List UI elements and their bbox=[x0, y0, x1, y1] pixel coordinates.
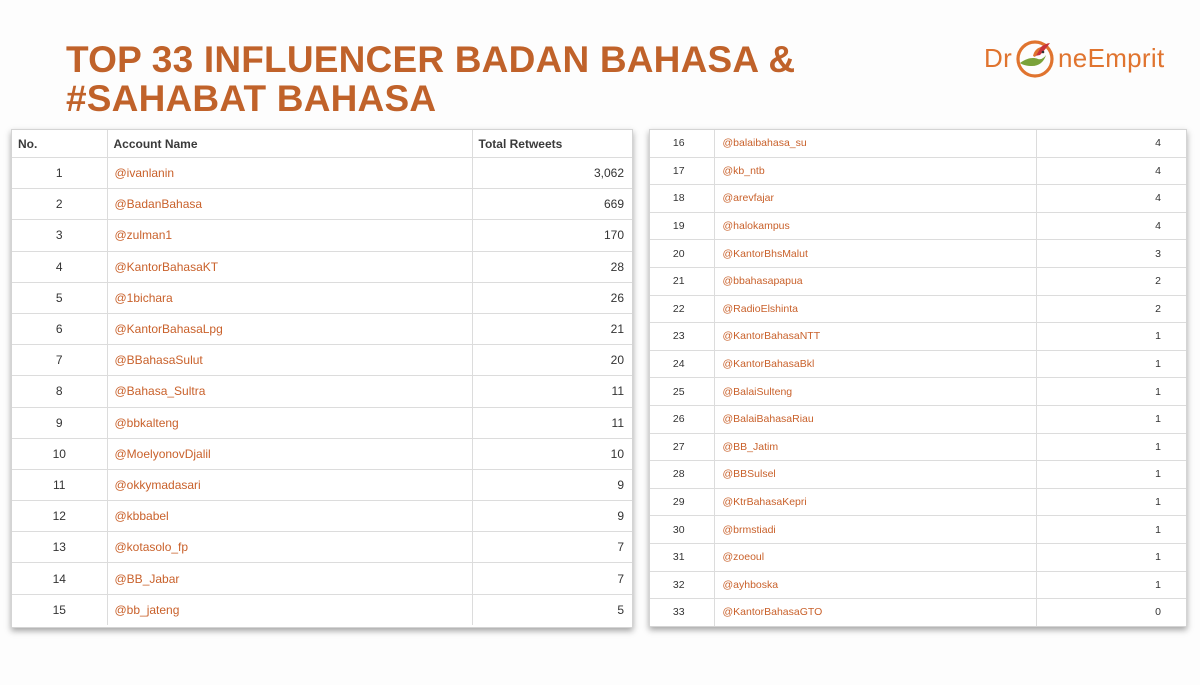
retweet-count: 9 bbox=[472, 469, 632, 500]
retweet-count: 1 bbox=[1036, 571, 1186, 599]
account-name-link[interactable]: @ayhboska bbox=[714, 571, 1036, 599]
table-row bbox=[12, 220, 632, 251]
table-row bbox=[12, 251, 632, 282]
account-name-link[interactable]: @Bahasa_Sultra bbox=[107, 376, 472, 407]
account-name-link[interactable]: @bb_jateng bbox=[107, 594, 472, 625]
account-name-link[interactable]: @BadanBahasa bbox=[107, 189, 472, 220]
row-number: 19 bbox=[650, 212, 714, 240]
row-number: 26 bbox=[650, 405, 714, 433]
retweet-count: 1 bbox=[1036, 516, 1186, 544]
column-header-no: No. bbox=[12, 130, 107, 158]
account-name-link[interactable]: @zulman1 bbox=[107, 220, 472, 251]
account-name-link[interactable]: @KantorBahasaGTO bbox=[714, 599, 1036, 626]
row-number: 17 bbox=[650, 157, 714, 185]
column-header-total-retweets: Total Retweets bbox=[472, 130, 632, 158]
page-title-line-1: TOP 33 INFLUENCER BADAN BAHASA & bbox=[66, 39, 796, 80]
account-name-link[interactable]: @BBSulsel bbox=[714, 461, 1036, 489]
logo-text-start: Dr bbox=[984, 42, 1013, 73]
table-row bbox=[650, 350, 1186, 378]
retweet-count: 1 bbox=[1036, 461, 1186, 489]
table-row bbox=[650, 433, 1186, 461]
retweet-count: 1 bbox=[1036, 433, 1186, 461]
account-name-link[interactable]: @BB_Jatim bbox=[714, 433, 1036, 461]
retweet-count: 2 bbox=[1036, 295, 1186, 323]
retweet-count: 2 bbox=[1036, 267, 1186, 295]
retweet-count: 10 bbox=[472, 438, 632, 469]
column-header-account-name: Account Name bbox=[107, 130, 472, 158]
account-name-link[interactable]: @bbahasapapua bbox=[714, 267, 1036, 295]
row-number: 33 bbox=[650, 599, 714, 626]
account-name-link[interactable]: @BB_Jabar bbox=[107, 563, 472, 594]
row-number: 22 bbox=[650, 295, 714, 323]
retweet-count: 3 bbox=[1036, 240, 1186, 268]
row-number: 31 bbox=[650, 543, 714, 571]
row-number: 25 bbox=[650, 378, 714, 406]
influencer-table-panel-right bbox=[649, 129, 1187, 627]
account-name-link[interactable]: @balaibahasa_su bbox=[714, 130, 1036, 157]
account-name-link[interactable]: @KtrBahasaKepri bbox=[714, 488, 1036, 516]
table-row bbox=[650, 378, 1186, 406]
table-row bbox=[12, 158, 632, 189]
retweet-count: 1 bbox=[1036, 323, 1186, 351]
retweet-count: 5 bbox=[617, 602, 624, 617]
row-number: 32 bbox=[650, 571, 714, 599]
retweet-count: 11 bbox=[472, 407, 632, 438]
row-number: 16 bbox=[650, 130, 714, 157]
retweet-count: 21 bbox=[472, 313, 632, 344]
row-number: 2 bbox=[12, 189, 107, 220]
row-number: 23 bbox=[650, 323, 714, 351]
table-row bbox=[12, 282, 632, 313]
table-row bbox=[650, 543, 1186, 571]
account-name-link[interactable]: @KantorBahasaBkl bbox=[714, 350, 1036, 378]
account-name-link[interactable]: @arevfajar bbox=[714, 185, 1036, 213]
account-name-link[interactable]: @zoeoul bbox=[714, 543, 1036, 571]
retweet-count: 669 bbox=[472, 189, 632, 220]
retweet-count: 1 bbox=[1036, 543, 1186, 571]
table-row bbox=[12, 594, 632, 625]
table-row bbox=[12, 189, 632, 220]
account-name-link[interactable]: @BalaiBahasaRiau bbox=[714, 405, 1036, 433]
table-row bbox=[650, 240, 1186, 268]
table-row bbox=[650, 488, 1186, 516]
retweet-count: 4 bbox=[1036, 130, 1186, 157]
account-name-link[interactable]: @KantorBahasaLpg bbox=[107, 313, 472, 344]
page-title bbox=[66, 40, 795, 118]
account-name-link[interactable]: @kbbabel bbox=[107, 501, 472, 532]
row-number: 15 bbox=[12, 594, 107, 625]
table-row bbox=[12, 313, 632, 344]
retweet-count: 1 bbox=[1036, 488, 1186, 516]
row-number: 11 bbox=[12, 469, 107, 500]
table-row bbox=[650, 130, 1186, 157]
table-row bbox=[650, 323, 1186, 351]
influencer-table-panel-left bbox=[11, 129, 633, 628]
retweet-count: 20 bbox=[472, 345, 632, 376]
table-row bbox=[650, 599, 1186, 626]
row-number: 9 bbox=[12, 407, 107, 438]
drone-emprit-logo bbox=[984, 36, 1165, 80]
table-header-row bbox=[12, 130, 632, 158]
account-name-link[interactable]: @ivanlanin bbox=[107, 158, 472, 189]
account-name-link[interactable]: @BalaiSulteng bbox=[714, 378, 1036, 406]
page-title-line-2: #SAHABAT BAHASA bbox=[66, 78, 437, 119]
row-number: 29 bbox=[650, 488, 714, 516]
row-number: 12 bbox=[12, 501, 107, 532]
row-number: 21 bbox=[650, 267, 714, 295]
table-row bbox=[650, 405, 1186, 433]
table-row bbox=[650, 157, 1186, 185]
table-row bbox=[650, 461, 1186, 489]
account-name-link[interactable]: @KantorBahasaKT bbox=[107, 251, 472, 282]
retweet-count: 1 bbox=[1036, 405, 1186, 433]
table-row bbox=[12, 469, 632, 500]
table-row bbox=[12, 376, 632, 407]
retweet-count: 28 bbox=[472, 251, 632, 282]
retweet-count: 1 bbox=[1036, 378, 1186, 406]
account-name-link[interactable]: @halokampus bbox=[714, 212, 1036, 240]
table-row bbox=[650, 267, 1186, 295]
influencer-table-left bbox=[12, 130, 632, 625]
retweet-count: 4 bbox=[1036, 185, 1186, 213]
row-number: 10 bbox=[12, 438, 107, 469]
account-name-link[interactable]: @RadioElshinta bbox=[714, 295, 1036, 323]
table-row bbox=[12, 501, 632, 532]
retweet-count: 1 bbox=[1036, 350, 1186, 378]
retweet-count: 9 bbox=[472, 501, 632, 532]
retweet-count: 11 bbox=[472, 376, 632, 407]
account-name-link[interactable]: @kotasolo_fp bbox=[107, 532, 472, 563]
row-number: 4 bbox=[12, 251, 107, 282]
bird-in-circle-icon bbox=[1013, 36, 1057, 80]
account-name-link[interactable]: @bbkalteng bbox=[107, 407, 472, 438]
row-number: 6 bbox=[12, 313, 107, 344]
table-row bbox=[650, 295, 1186, 323]
account-name-link[interactable]: @brmstiadi bbox=[714, 516, 1036, 544]
row-number: 28 bbox=[650, 461, 714, 489]
retweet-count: 170 bbox=[472, 220, 632, 251]
table-row bbox=[650, 212, 1186, 240]
logo-text-end: neEmprit bbox=[1058, 42, 1165, 73]
row-number: 3 bbox=[12, 220, 107, 251]
table-row bbox=[650, 516, 1186, 544]
row-number: 13 bbox=[12, 532, 107, 563]
row-number: 30 bbox=[650, 516, 714, 544]
account-name-link[interactable]: @BBahasaSulut bbox=[107, 345, 472, 376]
table-row bbox=[12, 407, 632, 438]
row-number: 24 bbox=[650, 350, 714, 378]
table-row bbox=[12, 438, 632, 469]
retweet-count: 4 bbox=[1036, 157, 1186, 185]
account-name-link[interactable]: @KantorBahasaNTT bbox=[714, 323, 1036, 351]
account-name-link[interactable]: @kb_ntb bbox=[714, 157, 1036, 185]
retweet-count: 0 bbox=[1155, 606, 1161, 619]
retweet-count: 26 bbox=[472, 282, 632, 313]
retweet-count: 3,062 bbox=[472, 158, 632, 189]
table-row bbox=[12, 532, 632, 563]
row-number: 14 bbox=[12, 563, 107, 594]
table-row bbox=[650, 185, 1186, 213]
row-number: 1 bbox=[12, 158, 107, 189]
retweet-count: 7 bbox=[472, 532, 632, 563]
table-row bbox=[650, 571, 1186, 599]
retweet-count: 4 bbox=[1036, 212, 1186, 240]
influencer-table-right bbox=[650, 130, 1186, 626]
row-number: 7 bbox=[12, 345, 107, 376]
account-name-link[interactable]: @MoelyonovDjalil bbox=[107, 438, 472, 469]
table-row bbox=[12, 345, 632, 376]
table-row bbox=[12, 563, 632, 594]
row-number: 20 bbox=[650, 240, 714, 268]
account-name-link[interactable]: @KantorBhsMalut bbox=[714, 240, 1036, 268]
row-number: 27 bbox=[650, 433, 714, 461]
row-number: 5 bbox=[12, 282, 107, 313]
account-name-link[interactable]: @1bichara bbox=[107, 282, 472, 313]
row-number: 8 bbox=[12, 376, 107, 407]
retweet-count: 7 bbox=[472, 563, 632, 594]
row-number: 18 bbox=[650, 185, 714, 213]
account-name-link[interactable]: @okkymadasari bbox=[107, 469, 472, 500]
